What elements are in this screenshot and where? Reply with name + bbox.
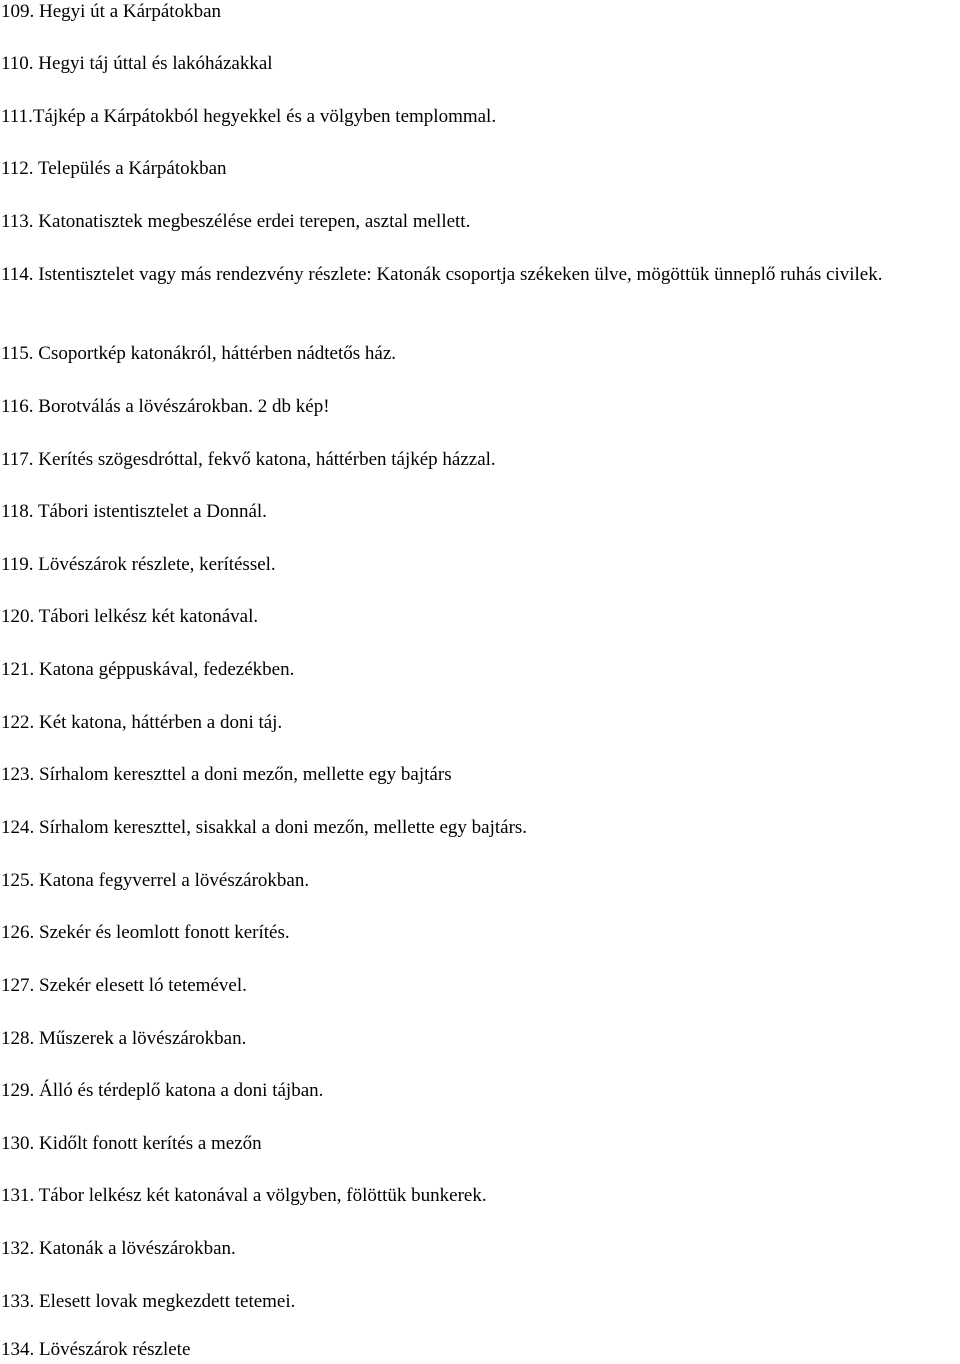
list-item: 123. Sírhalom kereszttel a doni mezőn, mellette egy bajtárs [1, 764, 452, 785]
list-item: 120. Tábori lelkész két katonával. [1, 606, 259, 627]
list-item: 130. Kidőlt fonott kerítés a mezőn [1, 1133, 262, 1154]
list-item: 133. Elesett lovak megkezdett tetemei. [1, 1291, 296, 1312]
list-item: 112. Település a Kárpátokban [1, 158, 227, 179]
list-item: 118. Tábori istentisztelet a Donnál. [1, 501, 267, 522]
list-item: 132. Katonák a lövészárokban. [1, 1238, 236, 1259]
list-item: 125. Katona fegyverrel a lövészárokban. [1, 870, 310, 891]
list-item: 126. Szekér és leomlott fonott kerítés. [1, 922, 290, 943]
list-item: 115. Csoportkép katonákról, háttérben nádtetős ház. [1, 343, 397, 364]
list-item: 134. Lövészárok részlete [1, 1339, 191, 1360]
list-item: 114. Istentisztelet vagy más rendezvény részlete: Katonák csoportja székeken ülve, mögöttük ünneplő ruhás civilek. [1, 264, 883, 285]
list-item: 122. Két katona, háttérben a doni táj. [1, 712, 283, 733]
list-item: 117. Kerítés szögesdróttal, fekvő katona, háttérben tájkép házzal. [1, 449, 496, 470]
list-item: 127. Szekér elesett ló tetemével. [1, 975, 247, 996]
list-item: 131. Tábor lelkész két katonával a völgyben, fölöttük bunkerek. [1, 1185, 487, 1206]
list-item: 113. Katonatisztek megbeszélése erdei terepen, asztal mellett. [1, 211, 471, 232]
list-item: 110. Hegyi táj úttal és lakóházakkal [1, 53, 273, 74]
list-item: 124. Sírhalom kereszttel, sisakkal a doni mezőn, mellette egy bajtárs. [1, 817, 528, 838]
list-item: 111.Tájkép a Kárpátokból hegyekkel és a völgyben templommal. [1, 106, 497, 127]
list-item: 129. Álló és térdeplő katona a doni tájban. [1, 1080, 324, 1101]
list-item: 119. Lövészárok részlete, kerítéssel. [1, 554, 276, 575]
list-item: 116. Borotválás a lövészárokban. 2 db kép! [1, 396, 330, 417]
list-item: 121. Katona géppuskával, fedezékben. [1, 659, 295, 680]
list-item: 109. Hegyi út a Kárpátokban [1, 1, 222, 22]
list-item: 128. Műszerek a lövészárokban. [1, 1028, 247, 1049]
